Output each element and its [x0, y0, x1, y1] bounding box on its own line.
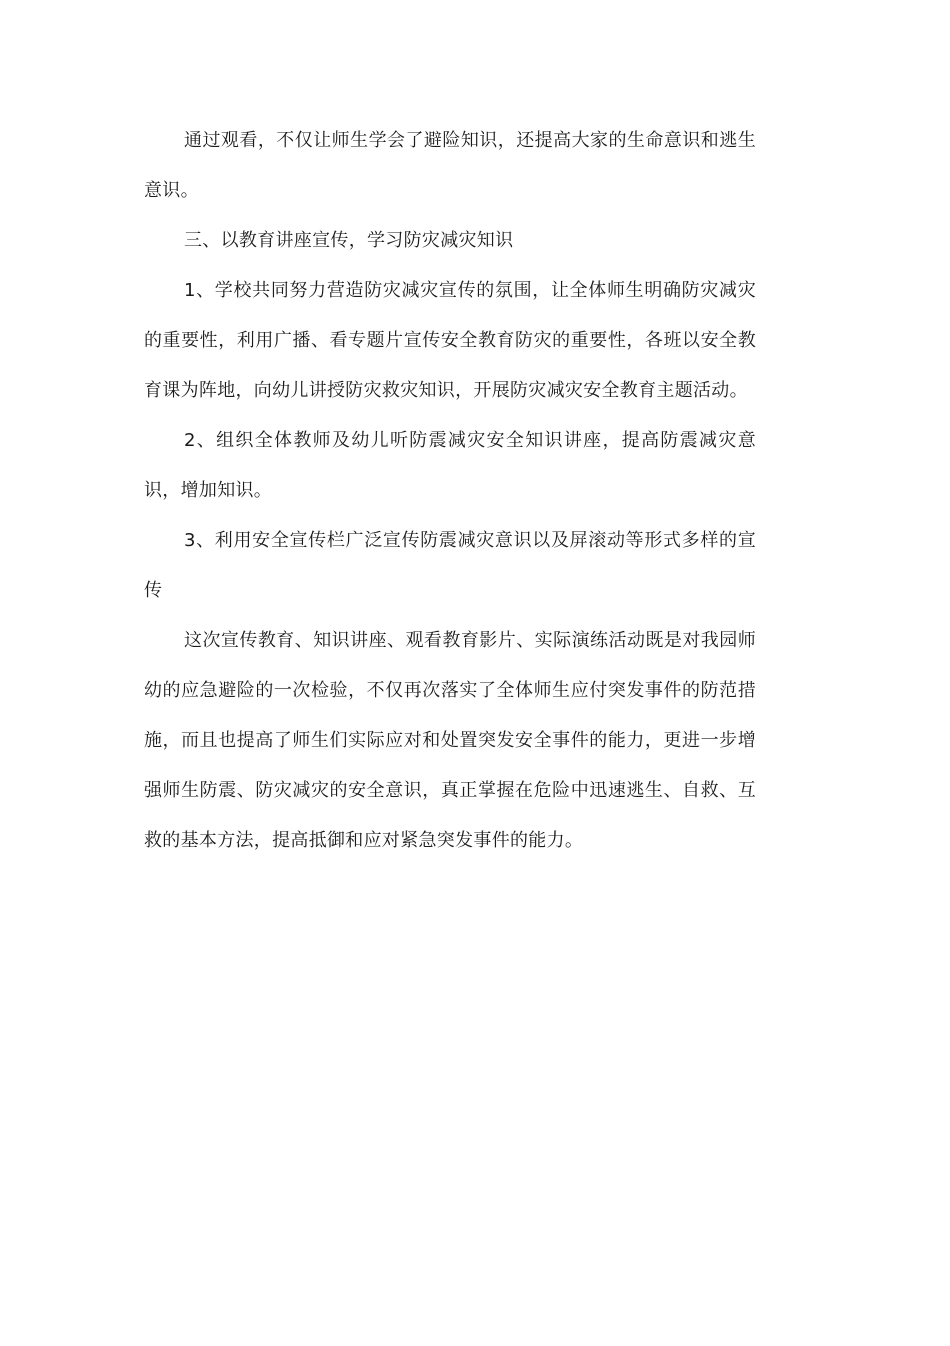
section-heading-lectures: 三、以教育讲座宣传，学习防灾减灾知识: [184, 230, 514, 251]
document-body: [144, 116, 756, 866]
paragraph-item-2: 2、组织全体教师及幼儿听防震减灾安全知识讲座，提高防震减灾意识，增加知识。: [144, 430, 756, 501]
paragraph-conclusion: 这次宣传教育、知识讲座、观看教育影片、实际演练活动既是对我园师幼的应急避险的一次检验，不仅再次落实了全体师生应付突发事件的防范措施，而且也提高了师生们实际应对和处置突发安全事件的能力，更进一步增强师生防震、防灾减灾的安全意识，真正掌握在危险中迅速逃生、自救、互救的基本方法，提高抵御和应对紧急突发事件的能力。: [144, 630, 756, 851]
paragraph-item-1: 1、学校共同努力营造防灾减灾宣传的氛围，让全体师生明确防灾减灾的重要性，利用广播、看专题片宣传安全教育防灾的重要性，各班以安全教育课为阵地，向幼儿讲授防灾救灾知识，开展防灾减灾安全教育主题活动。: [144, 280, 756, 401]
paragraph-item-3: 3、利用安全宣传栏广泛宣传防震减灾意识以及屏滚动等形式多样的宣传: [144, 530, 756, 601]
paragraph-viewing-result: 通过观看，不仅让师生学会了避险知识，还提高大家的生命意识和逃生意识。: [144, 130, 756, 201]
